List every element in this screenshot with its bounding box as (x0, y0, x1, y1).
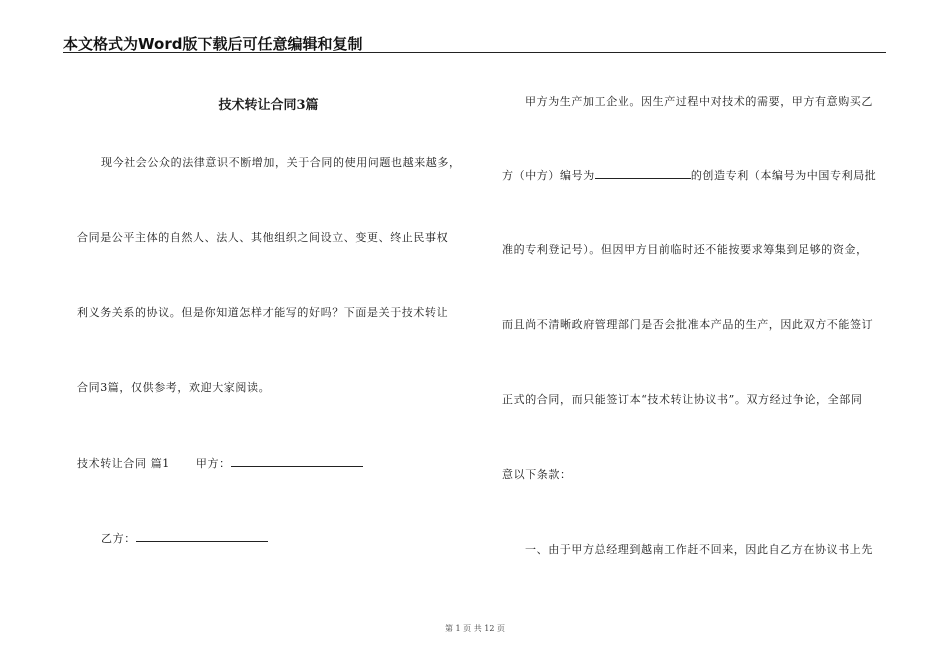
document-banner: 本文格式为Word版下载后可任意编辑和复制 (63, 35, 363, 53)
body-line-1: 甲方为生产加工企业。因生产过程中对技术的需要，甲方有意购买乙 (525, 95, 873, 108)
header-divider (63, 52, 886, 53)
page-number: 第 1 页 共 12 页 (445, 624, 505, 633)
document-title: 技术转让合同3篇 (218, 98, 319, 113)
party-a-row (77, 455, 363, 472)
patent-number-blank (595, 167, 691, 179)
party-b-label: 乙方： (101, 532, 136, 545)
body-line-4: 而且尚不清晰政府管理部门是否会批准本产品的生产，因此双方不能签订 (502, 318, 874, 331)
party-b-row (101, 530, 268, 547)
intro-line-2: 合同是公平主体的自然人、法人、其他组织之间设立、变更、终止民事权 (77, 231, 449, 244)
intro-line-3: 利义务关系的协议。但是你知道怎样才能写的好吗？下面是关于技术转让 (77, 306, 449, 319)
body-line-6: 意以下条款： (502, 468, 572, 481)
body-line-5: 正式的合同，而只能签订本“技术转让协议书”。双方经过争论，全部同 (502, 393, 863, 406)
body-line-2-after: 的创造专利（本编号为中国专利局批 (690, 169, 877, 182)
contract-heading: 技术转让合同 篇1 (77, 457, 170, 470)
body-line-3: 准的专利登记号）。但因甲方目前临时还不能按要求筹集到足够的资金， (502, 243, 868, 256)
body-line-2 (502, 167, 876, 184)
body-line-7: 一、由于甲方总经理到越南工作赶不回来，因此自乙方在协议书上先 (525, 543, 873, 556)
body-line-2-before: 方（中方）编号为 (502, 169, 595, 182)
intro-line-4: 合同3篇，仅供参考，欢迎大家阅读。 (77, 381, 271, 394)
party-a-label: 甲方： (195, 457, 231, 470)
party-b-blank (136, 530, 268, 542)
intro-line-1: 现今社会公众的法律意识不断增加，关于合同的使用问题也越来越多， (101, 156, 461, 169)
party-a-blank (231, 455, 363, 467)
